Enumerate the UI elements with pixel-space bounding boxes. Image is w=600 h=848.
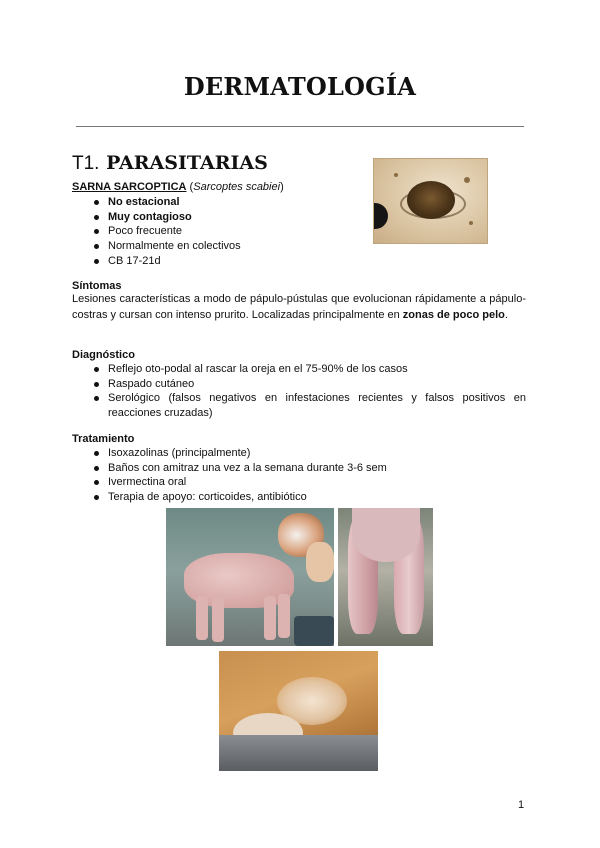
title-divider <box>76 126 524 127</box>
list-item: Ivermectina oral <box>88 475 387 490</box>
list-item: Muy contagioso <box>88 210 241 225</box>
list-item: Serológico (falsos negativos en infestaciones recientes y falsos positivos en reacciones cruzadas) <box>88 391 526 420</box>
list-item: Normalmente en colectivos <box>88 239 241 254</box>
tratamiento-heading: Tratamiento <box>72 433 135 445</box>
diagnostico-heading: Diagnóstico <box>72 349 135 361</box>
sarcoptes-mite-photo <box>373 158 488 244</box>
sintomas-end: . <box>504 308 508 321</box>
sintomas-heading: Síntomas <box>72 280 122 292</box>
list-item: CB 17-21d <box>88 254 241 269</box>
sarna-title: SARNA SARCOPTICA <box>72 181 187 193</box>
page-title: DERMATOLOGÍA <box>183 72 417 101</box>
sarna-open-paren: ( <box>186 181 194 193</box>
section-number: T1. <box>72 153 100 174</box>
sarna-feature-list <box>88 195 241 268</box>
sintomas-emphasis: zonas de poco pelo <box>402 308 505 321</box>
sintomas-text: Lesiones características a modo de pápulo-pústulas que evolucionan rápidamente a pápulo-costras y cursan con intenso prurito. Localizadas principalmente en <box>72 293 526 321</box>
tratamiento-list <box>88 446 387 505</box>
sarna-species: Sarcoptes scabiei <box>193 181 281 193</box>
sarna-heading <box>72 181 284 193</box>
dog-lesions-photo-side <box>166 508 334 646</box>
dog-lesions-photo-closeup <box>219 651 378 771</box>
list-item: Poco frecuente <box>88 224 241 239</box>
list-item: Baños con amitraz una vez a la semana durante 3-6 sem <box>88 461 387 476</box>
dog-lesions-photo-legs <box>338 508 433 646</box>
list-item: Terapia de apoyo: corticoides, antibiótico <box>88 490 387 505</box>
diagnostico-list <box>88 362 526 421</box>
list-item: Isoxazolinas (principalmente) <box>88 446 387 461</box>
section-title: PARASITARIAS <box>106 152 268 174</box>
list-item: No estacional <box>88 195 241 210</box>
sarna-close-paren: ) <box>280 181 284 193</box>
list-item: Raspado cutáneo <box>88 377 526 392</box>
section-heading <box>72 152 268 175</box>
list-item: Reflejo oto-podal al rascar la oreja en el 75-90% de los casos <box>88 362 526 377</box>
sintomas-paragraph <box>72 292 526 323</box>
page-number: 1 <box>518 799 525 811</box>
